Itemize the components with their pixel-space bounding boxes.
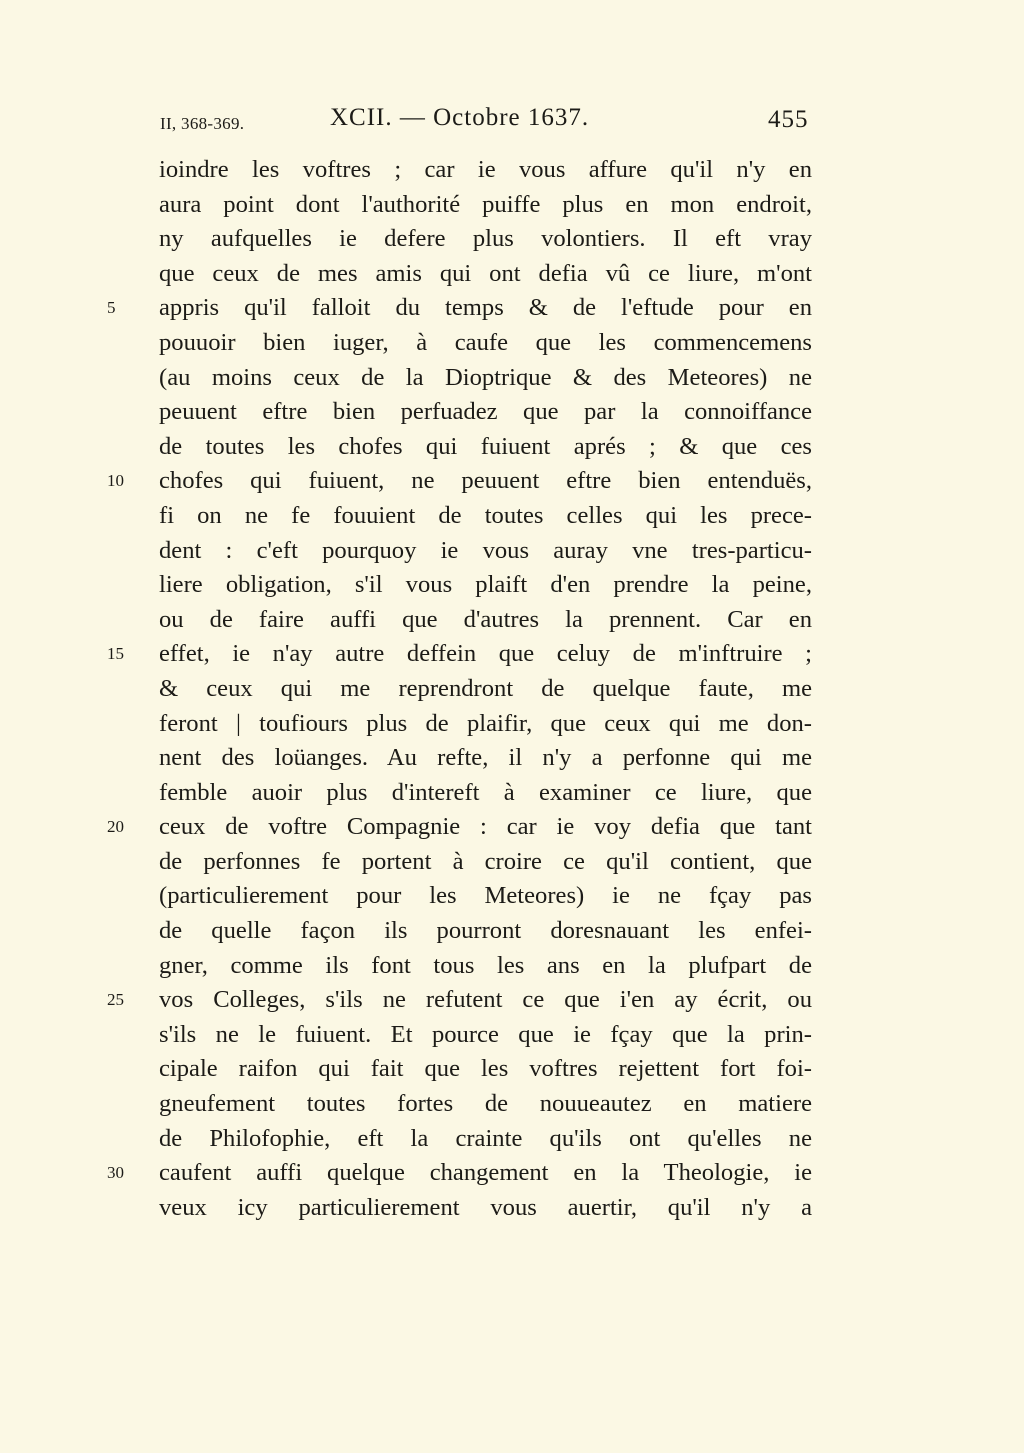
page-number: 455	[768, 106, 809, 133]
text-line	[159, 707, 812, 742]
text-line	[159, 568, 812, 603]
text-line	[159, 1122, 812, 1157]
line-text: femble auoir plus d'intereft à examiner ce liure, que	[159, 778, 812, 806]
text-line	[107, 291, 812, 326]
line-number: 10	[107, 471, 124, 491]
text-line	[159, 1087, 812, 1122]
line-text: fi on ne fe fouuient de toutes celles qui les prece-	[159, 501, 812, 529]
line-text: effet, ie n'ay autre deffein que celuy de m'inftruire ;	[159, 640, 812, 668]
text-line	[159, 395, 812, 430]
text-line	[107, 810, 812, 845]
text-line	[159, 776, 812, 811]
line-text: liere obligation, s'il vous plaift d'en prendre la peine,	[159, 571, 812, 599]
volume-reference: II, 368-369.	[160, 114, 245, 133]
text-line	[159, 914, 812, 949]
text-line	[107, 464, 812, 499]
line-text: feront | toufiours plus de plaifir, que ceux qui me don-	[159, 709, 812, 737]
line-text: que ceux de mes amis qui ont defia vû ce liure, m'ont	[159, 259, 812, 287]
text-line	[159, 257, 812, 292]
line-number: 30	[107, 1163, 124, 1183]
text-line	[159, 222, 812, 257]
line-text: (au moins ceux de la Dioptrique & des Meteores) ne	[159, 363, 812, 391]
line-text: ny aufquelles ie defere plus volontiers. Il eft vray	[159, 225, 812, 253]
body-text	[107, 153, 812, 1225]
line-text: dent : c'eft pourquoy ie vous auray vne tres-particu-	[159, 536, 812, 564]
line-text: chofes qui fuiuent, ne peuuent eftre bien entenduës,	[159, 467, 812, 495]
text-line	[159, 1018, 812, 1053]
line-text: de toutes les chofes qui fuiuent aprés ; & que ces	[159, 432, 812, 460]
text-line	[159, 949, 812, 984]
text-line	[159, 430, 812, 465]
text-line	[159, 845, 812, 880]
line-number: 20	[107, 817, 124, 837]
text-line	[159, 326, 812, 361]
text-line	[159, 1052, 812, 1087]
line-text: vos Colleges, s'ils ne refutent ce que i'en ay écrit, ou	[159, 986, 812, 1014]
line-text: caufent auffi quelque changement en la Theologie, ie	[159, 1159, 812, 1187]
line-text: de perfonnes fe portent à croire ce qu'il contient, que	[159, 847, 812, 875]
line-text: veux icy particulierement vous auertir, qu'il n'y a	[159, 1193, 812, 1221]
line-text: (particulierement pour les Meteores) ie ne fçay pas	[159, 882, 812, 910]
running-header	[0, 104, 1024, 144]
text-line	[159, 499, 812, 534]
line-text: de Philofophie, eft la crainte qu'ils ont qu'elles ne	[159, 1124, 812, 1152]
line-text: appris qu'il falloit du temps & de l'eftude pour en	[159, 294, 812, 322]
line-text: nent des loüanges. Au refte, il n'y a perfonne qui me	[159, 744, 812, 772]
text-line	[107, 983, 812, 1018]
text-line	[159, 361, 812, 396]
line-text: ceux de voftre Compagnie : car ie voy defia que tant	[159, 813, 812, 841]
line-text: ioindre les voftres ; car ie vous affure qu'il n'y en	[159, 156, 812, 183]
text-line	[159, 1191, 812, 1226]
line-text: peuuent eftre bien perfuadez que par la connoiffance	[159, 398, 812, 426]
line-number: 15	[107, 644, 124, 664]
line-text: gner, comme ils font tous les ans en la plufpart de	[159, 951, 812, 979]
line-text: pouuoir bien iuger, à caufe que les commencemens	[159, 328, 812, 356]
text-line	[159, 153, 812, 188]
line-text: gneufement toutes fortes de nouueautez en matiere	[159, 1090, 812, 1118]
text-line	[159, 534, 812, 569]
letter-title: XCII. — Octobre 1637.	[330, 104, 590, 131]
line-text: aura point dont l'authorité puiffe plus en mon endroit,	[159, 190, 812, 218]
text-line	[159, 603, 812, 638]
line-text: s'ils ne le fuiuent. Et pource que ie fçay que la prin-	[159, 1020, 812, 1048]
text-line	[159, 879, 812, 914]
line-text: cipale raifon qui fait que les voftres rejettent fort foi-	[159, 1055, 812, 1083]
text-line	[107, 1156, 812, 1191]
line-text: ou de faire auffi que d'autres la prennent. Car en	[159, 605, 812, 633]
text-line	[159, 741, 812, 776]
line-number: 5	[107, 298, 116, 318]
text-line	[159, 188, 812, 223]
line-number: 25	[107, 990, 124, 1010]
text-line	[107, 637, 812, 672]
text-line	[159, 672, 812, 707]
line-text: de quelle façon ils pourront doresnauant les enfei-	[159, 917, 812, 945]
line-text: & ceux qui me reprendront de quelque faute, me	[159, 674, 812, 702]
